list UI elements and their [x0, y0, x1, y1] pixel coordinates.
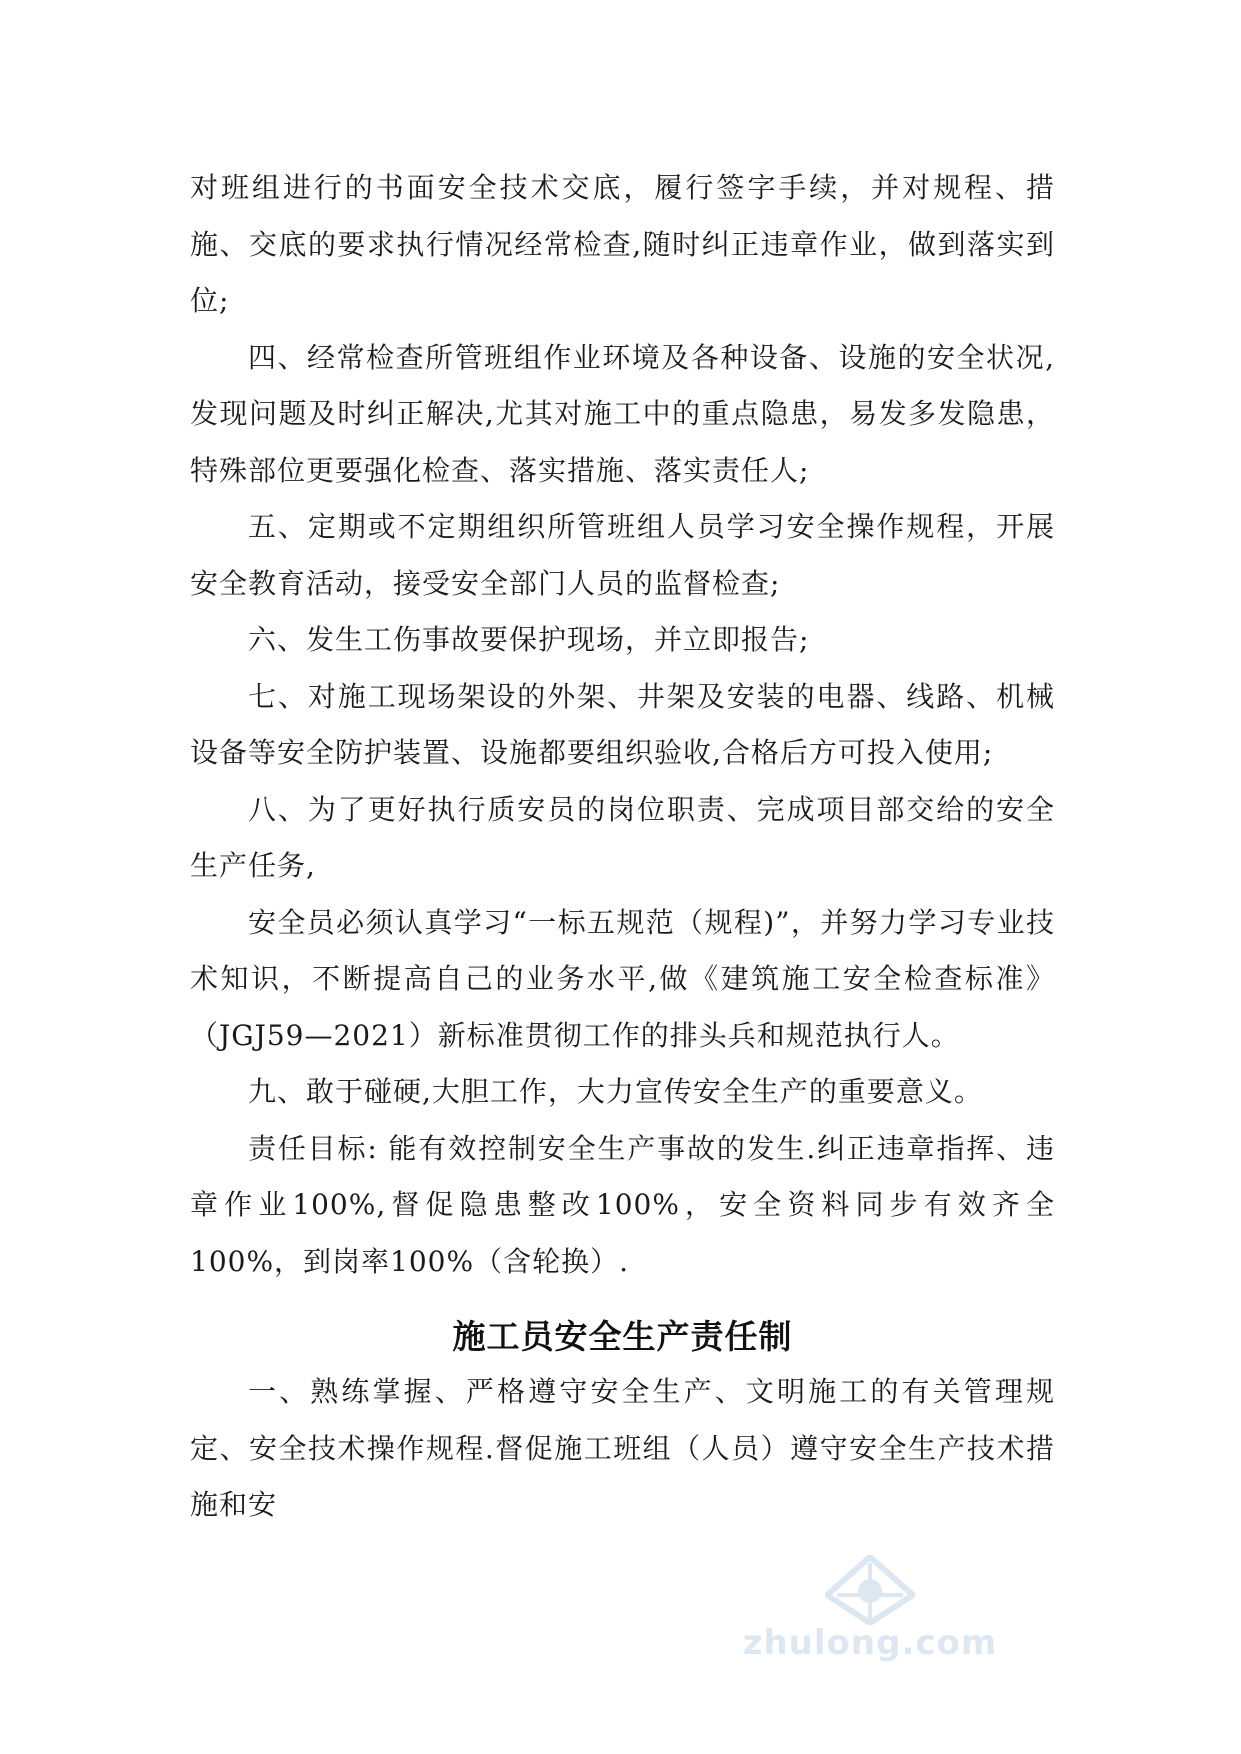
- paragraph: 七、对施工现场架设的外架、井架及安装的电器、线路、机械设备等安全防护装置、设施都要组织验收,合格后方可投入使用;: [190, 679, 1055, 769]
- paragraphs-before: [190, 160, 1055, 1290]
- paragraph: 对班组进行的书面安全技术交底，履行签字手续，并对规程、措施、交底的要求执行情况经常检查,随时纠正违章作业，做到落实到位;: [190, 171, 1055, 317]
- paragraphs-after: [190, 1364, 1055, 1534]
- paragraph: 六、发生工伤事故要保护现场，并立即报告;: [248, 623, 810, 656]
- zhulong-logo-icon: [825, 1555, 915, 1625]
- section-title: 施工员安全生产责任制: [452, 1317, 793, 1356]
- paragraph: 九、敢于碰硬,大胆工作，大力宣传安全生产的重要意义。: [248, 1075, 983, 1108]
- document-body: [190, 160, 1055, 1534]
- watermark: [740, 1555, 1000, 1685]
- paragraph: 安全员必须认真学习“一标五规范（规程)”，并努力学习专业技术知识，不断提高自己的业务水平,做《建筑施工安全检查标准》（JGJ59—2021）新标准贯彻工作的排头兵和规范执行人。: [190, 905, 1055, 1052]
- paragraph: 五、定期或不定期组织所管班组人员学习安全操作规程，开展安全教育活动，接受安全部门人员的监督检查;: [190, 510, 1055, 600]
- paragraph: 一、熟练掌握、严格遵守安全生产、文明施工的有关管理规定、安全技术操作规程.督促施工班组（人员）遵守安全生产技术措施和安: [190, 1375, 1055, 1521]
- paragraph: 责任目标: 能有效控制安全生产事故的发生.纠正违章指挥、违章作业100%,督促隐患整改100%，安全资料同步有效齐全100%，到岗率100%（含轮换）.: [190, 1131, 1055, 1278]
- paragraph: 四、经常检查所管班组作业环境及各种设备、设施的安全状况,发现问题及时纠正解决,尤其对施工中的重点隐患，易发多发隐患，特殊部位更要强化检查、落实措施、落实责任人;: [190, 340, 1055, 487]
- watermark-text: zhulong.com: [742, 1623, 998, 1663]
- paragraph: 八、为了更好执行质安员的岗位职责、完成项目部交给的安全生产任务,: [190, 792, 1055, 882]
